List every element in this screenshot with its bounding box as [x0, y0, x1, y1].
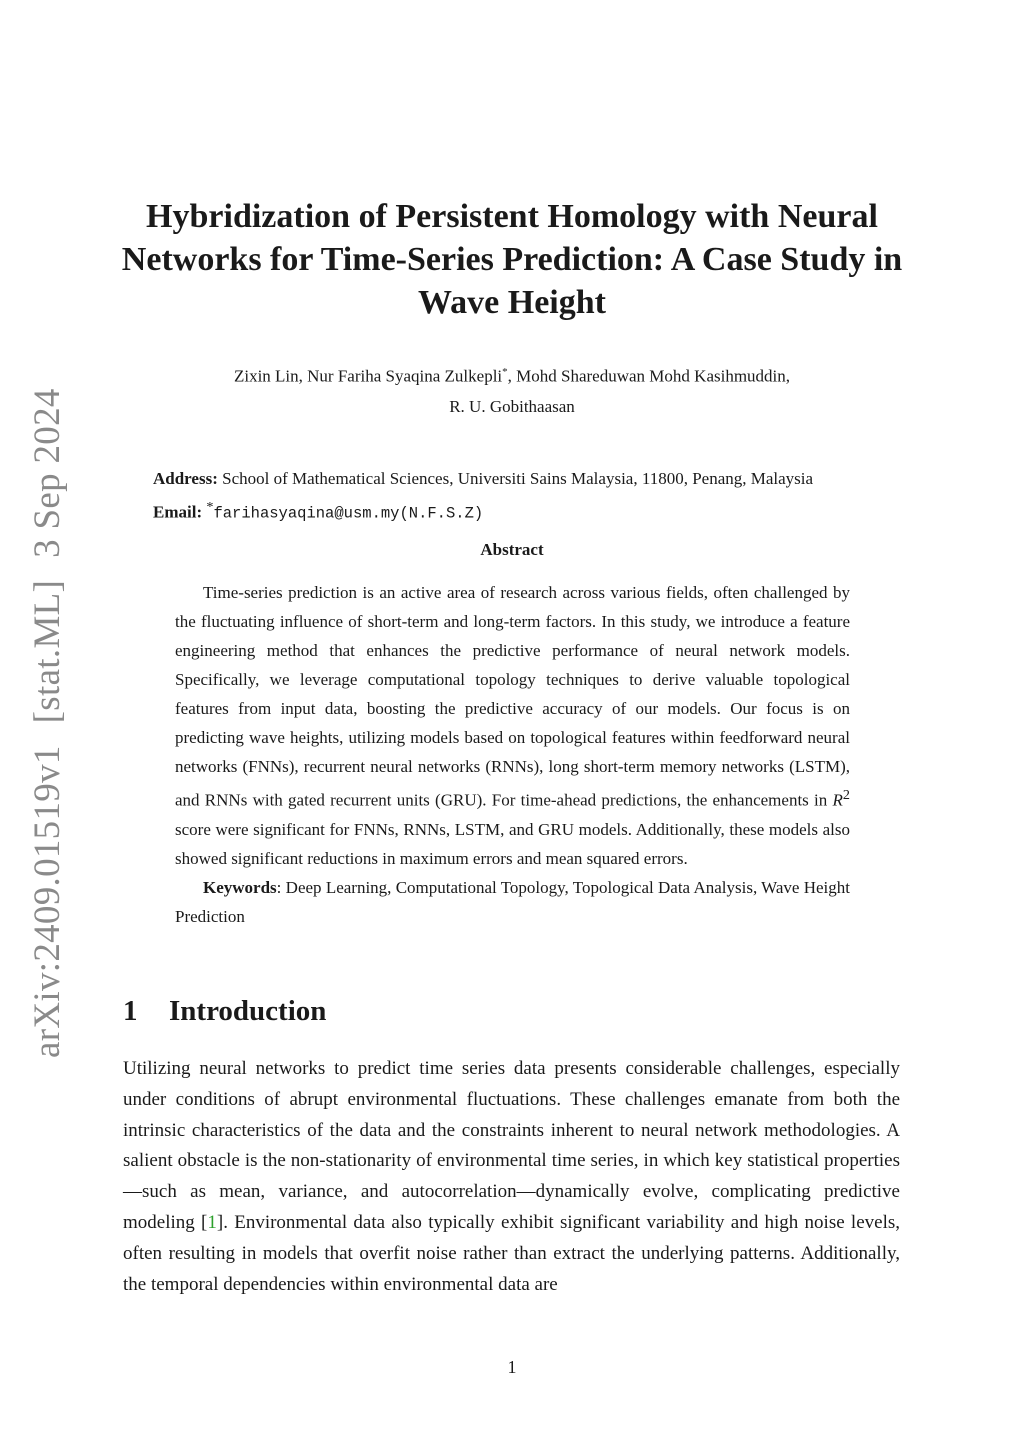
arxiv-identifier-stamp — [18, 388, 78, 1058]
affiliation-block — [153, 464, 913, 529]
r2-symbol: R — [832, 790, 843, 810]
arxiv-date: 3 Sep 2024 — [27, 388, 68, 558]
section-number: 1 — [123, 995, 138, 1027]
address-label: Address: — [153, 469, 218, 488]
arxiv-id: arXiv:2409.01519v1 — [27, 745, 68, 1058]
email-line: Email: *farihasyaqina@usm.my(N.F.S.Z) — [153, 499, 484, 523]
citation-link[interactable]: 1 — [207, 1211, 217, 1233]
abstract-heading: Abstract — [480, 540, 544, 559]
introduction-paragraph: Utilizing neural networks to predict time series data presents considerable challenges, especially under conditions of abrupt environmental fluctuations. These challenges emanate from both the intrinsic characteristics of the data and the constraints inherent to neural network methodologies. A salient obstacle is the non-stationarity of environmental time series, in which key statistical properties—such as mean, variance, and autocorrelation—dynamically evolve, complicating predictive modeling [1]. Environmental data also typically exhibit significant variability and high noise levels, often resulting in models that overfit noise rather than extract the underlying patterns. Additionally, the temporal dependencies within environmental data are — [123, 1058, 900, 1295]
abstract-paragraph: Time-series prediction is an active area of research across various fields, often challenged by the fluctuating influence of short-term and long-term factors. In this study, we introduce a feature engineering method that enhances the predictive performance of neural network models. Specifically, we leverage computational topology techniques to derive valuable topological features from input data, boosting the predictive accuracy of our models. Our focus is on predicting wave heights, utilizing models based on topological features within feedforward neural networks (FNNs), recurrent neural networks (RNNs), long short-term memory networks (LSTM), and RNNs with gated recurrent units (GRU). For time-ahead predictions, the enhancements in $R^2$ score were significant for FNNs, RNNs, LSTM, and GRU models. Additionally, these models also showed significant reductions in maximum errors and mean squared errors. — [175, 583, 850, 868]
address-line — [153, 464, 913, 493]
keywords-text: : Deep Learning, Computational Topology, Topological Data Analysis, Wave Height Prediction — [175, 877, 850, 926]
author-line-2: R. U. Gobithaasan — [449, 396, 575, 416]
paper-title: Hybridization of Persistent Homology with Neural Networks for Time-Series Prediction: A Case Study in Wave Height — [121, 198, 903, 321]
email-label: Email: — [153, 502, 203, 522]
abstract-body — [175, 578, 850, 931]
section-title: Introduction — [169, 995, 327, 1027]
email-address[interactable]: farihasyaqina@usm.my(N.F.S.Z) — [213, 504, 484, 523]
corresponding-author-mark: * — [502, 366, 508, 378]
keywords-label: Keywords — [203, 877, 277, 897]
section-heading-introduction — [123, 995, 326, 1028]
address-text: School of Mathematical Sciences, Universiti Sains Malaysia, 11800, Penang, Malaysia — [222, 469, 814, 488]
keywords-paragraph — [175, 873, 850, 931]
author-line-1: Zixin Lin, Nur Fariha Syaqina Zulkepli*, Mohd Shareduwan Mohd Kasihmuddin, — [233, 366, 791, 386]
author-list — [120, 357, 904, 422]
page-number: 1 — [507, 1357, 517, 1377]
arxiv-category: [stat.ML] — [27, 579, 68, 724]
